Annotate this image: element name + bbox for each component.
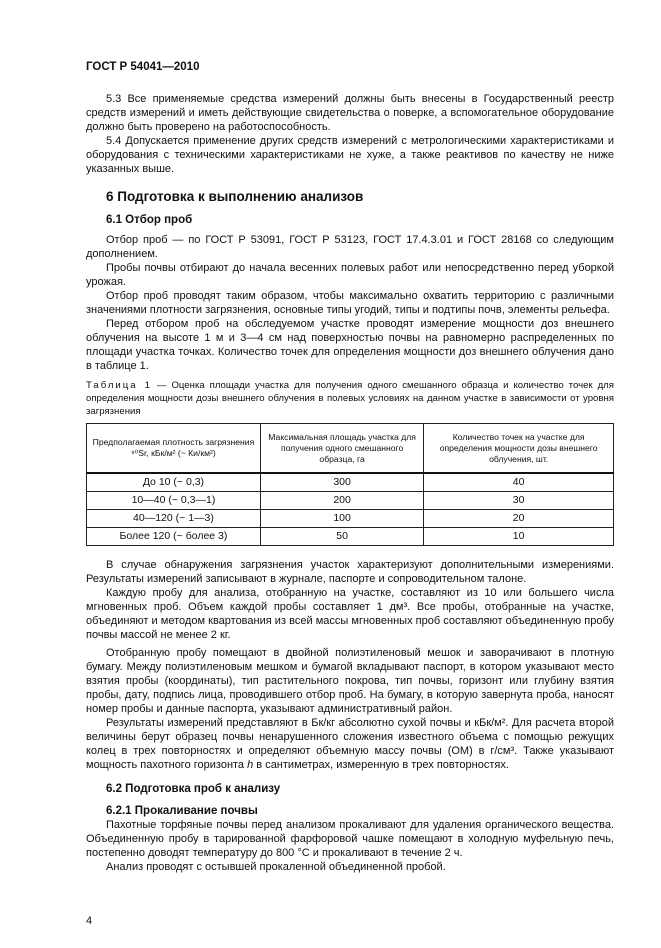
text-run: в сантиметрах, измеренную в трех повторностях. bbox=[253, 759, 509, 771]
after-table-text bbox=[86, 558, 614, 772]
text-run: Результаты измерений представляют в Бк/кг абсолютно сухой почвы и кБк/м². Для расчета второй величины берут образец почвы ненарушенного сложения известного объема с помощью режущих колец в трех повторностях и определяют объемную массу почвы (ОМ) в г/см³. Также указывают мощность пахотного горизонта bbox=[86, 717, 614, 771]
paragraph: Каждую пробу для анализа, отобранную на участке, составляют из 10 или большего числа мгновенных проб. Объем каждой пробы составляет 1 дм³. Все пробы, отобранные на участке, объединяют и методом квартования из всей массы мгновенных проб составляют объединенную пробу почвы массой не менее 2 кг. bbox=[86, 587, 614, 641]
section-6-1-text bbox=[86, 233, 614, 373]
table-cell: 300 bbox=[260, 473, 423, 492]
paragraph: В случае обнаружения загрязнения участок характеризуют дополнительными измерениями. Результаты измерений записывают в журнале, паспорте и сопроводительном талоне. bbox=[86, 559, 614, 585]
table-row bbox=[87, 473, 614, 492]
table-row bbox=[87, 510, 614, 528]
section-5-text bbox=[86, 92, 614, 176]
paragraph: Пробы почвы отбирают до начала весенних полевых работ или непосредственно перед уборкой урожая. bbox=[86, 262, 614, 288]
table-cell: 40 bbox=[424, 473, 614, 492]
table-row bbox=[87, 492, 614, 510]
section-6-2-1-heading: 6.2.1 Прокаливание почвы bbox=[106, 805, 258, 817]
paragraph: Перед отбором проб на обследуемом участке проводят измерение мощности доз внешнего облучения на высоте 1 м и 3—4 см над поверхностью почвы на равномерно распределенных по площади участка точках. Количество точек для определения мощности доз внешнего облучения дано в таблице 1. bbox=[86, 318, 614, 372]
table-cell: 20 bbox=[424, 510, 614, 528]
column-header: Максимальная площадь участка для получения одного смешанного образца, га bbox=[260, 424, 423, 474]
page-number: 4 bbox=[86, 915, 93, 927]
paragraph: Анализ проводят с остывшей прокаленной объединенной пробой. bbox=[106, 861, 446, 873]
table-row bbox=[87, 528, 614, 546]
table-caption-label: Таблица 1 bbox=[86, 380, 152, 391]
table-cell: 200 bbox=[260, 492, 423, 510]
document-page bbox=[86, 0, 614, 948]
section-6-2-1-text bbox=[86, 818, 614, 874]
document-header: ГОСТ Р 54041—2010 bbox=[86, 61, 200, 73]
column-header: Количество точек на участке для определения мощности дозы внешнего облучения, шт. bbox=[424, 424, 614, 474]
table-caption bbox=[86, 379, 614, 418]
column-header: Предполагаемая плотность загрязнения ⁹⁰Sr, кБк/м² (~ Ки/км²) bbox=[87, 424, 261, 474]
table-cell: До 10 (~ 0,3) bbox=[87, 473, 261, 492]
table-1 bbox=[86, 423, 614, 546]
section-6-2-heading: 6.2 Подготовка проб к анализу bbox=[106, 783, 281, 795]
table-cell: 30 bbox=[424, 492, 614, 510]
paragraph-results bbox=[86, 716, 614, 772]
table-cell: Более 120 (~ более 3) bbox=[87, 528, 261, 546]
paragraph-5-4: 5.4 Допускается применение других средств измерений с метрологическими характеристиками и оборудования с техническими характеристиками не хуже, а также реактивов по качеству не ниже указанных выше. bbox=[86, 135, 614, 175]
paragraph: Пахотные торфяные почвы перед анализом прокаливают для удаления органического вещества. Объединенную пробу в тарированной фарфоровой чашке помещают в холодную муфельную печь, постепенно доводят температуру до 800 °С и прокаливают в течение 2 ч. bbox=[86, 819, 614, 859]
paragraph: Отобранную пробу помещают в двойной полиэтиленовый мешок и заворачивают в плотную бумагу. Между полиэтиленовым мешком и бумагой вкладывают паспорт, в котором указывают место взятия пробы (координаты), тип растительного покрова, тип почвы, горизонт или глубину взятия пробы, дату, подпись лица, проводившего отбор проб. На бумагу, в которую завернута проба, наносят номер пробы и данные паспорта, указывают административный район. bbox=[86, 647, 614, 715]
table-header-row bbox=[87, 424, 614, 474]
paragraph-5-3: 5.3 Все применяемые средства измерений должны быть внесены в Государственный реестр средств измерений и иметь действующие свидетельства о поверке, а вспомогательное оборудование должно быть проверено на работоспособность. bbox=[86, 93, 614, 133]
table-cell: 10—40 (~ 0,3—1) bbox=[87, 492, 261, 510]
table-cell: 10 bbox=[424, 528, 614, 546]
table-cell: 100 bbox=[260, 510, 423, 528]
table-cell: 50 bbox=[260, 528, 423, 546]
paragraph: Отбор проб — по ГОСТ Р 53091, ГОСТ Р 53123, ГОСТ 17.4.3.01 и ГОСТ 28168 со следующим дополнением. bbox=[86, 234, 614, 260]
section-6-1-heading: 6.1 Отбор проб bbox=[106, 214, 193, 226]
table-caption-text: — Оценка площади участка для получения одного смешанного образца и количество точек для определения мощности дозы внешнего облучения в полевых условиях на данном участке в зависимости от уровня загрязнения bbox=[86, 380, 614, 417]
paragraph: Отбор проб проводят таким образом, чтобы максимально охватить территорию с различными значениями плотности загрязнения, основные типы угодий, типы и подтипы почв, элементы рельефа. bbox=[86, 290, 614, 316]
variable-h: h bbox=[247, 759, 254, 771]
section-6-heading: 6 Подготовка к выполнению анализов bbox=[106, 189, 364, 204]
table-cell: 40—120 (~ 1—3) bbox=[87, 510, 261, 528]
